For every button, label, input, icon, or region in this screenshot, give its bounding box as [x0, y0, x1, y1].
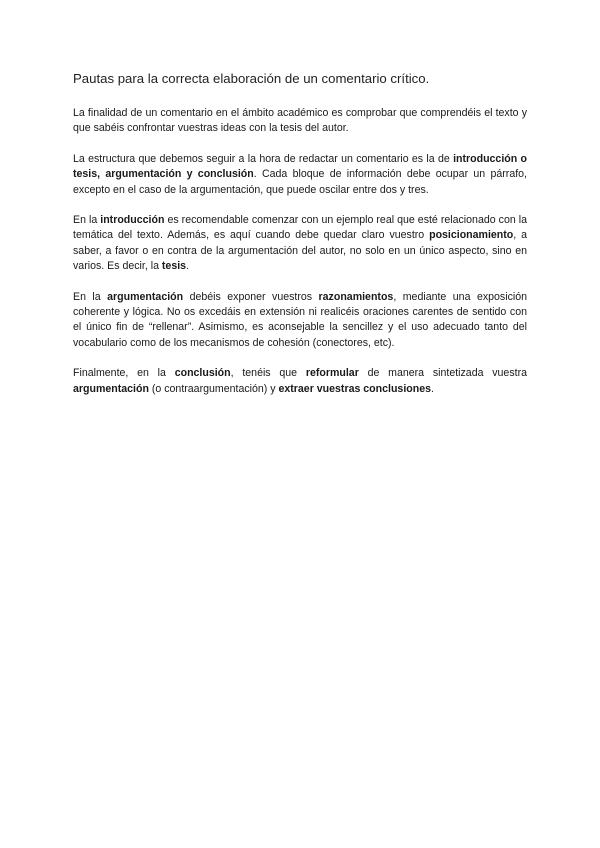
text-run: Finalmente, en la [73, 367, 175, 380]
bold-text: conclusión [174, 367, 231, 380]
text-run: , tenéis que [230, 367, 306, 380]
paragraph [73, 366, 527, 397]
bold-text: razonamientos [318, 290, 394, 303]
paragraph-list [73, 106, 527, 397]
bold-text: introducción [100, 214, 165, 227]
text-run: . [186, 260, 190, 273]
bold-text: posicionamiento [429, 229, 514, 242]
text-run: . [431, 382, 434, 395]
text-run: La estructura que debemos seguir a la hora de redactar un comentario es la de [73, 152, 454, 165]
paragraph [73, 106, 527, 137]
document-body [73, 71, 527, 412]
text-run: debéis exponer vuestros [183, 290, 319, 303]
text-run: La finalidad de un comentario en el ámbito académico es comprobar que comprendéis el texto y que sabéis confrontar vuestras ideas con la tesis del autor. [73, 107, 527, 135]
bold-text: tesis [161, 260, 187, 273]
bold-text: reformular [305, 367, 359, 380]
bold-text: introducción o tesis, argumentación y conclusión [73, 152, 527, 181]
text-run: , a saber, a favor o en contra de la argumentación del autor, no solo en un único aspecto, sino en varios. Es decir, la [73, 229, 528, 273]
text-run: En la [73, 290, 108, 303]
paragraph [73, 290, 527, 352]
bold-text: argumentación [73, 382, 149, 395]
text-run: (o contraargumentación) y [148, 382, 279, 395]
bold-text: argumentación [107, 290, 184, 303]
text-run: , mediante una exposición coherente y lógica. No os excedáis en extensión ni realicéis oraciones carentes de sentido con el único fin de “rellenar”. Asimismo, es aconsejable la sencillez y el uso adecuado tanto del vocabulario como de los mecanismos de cohesión (conectores, etc). [73, 290, 527, 349]
text-run: es recomendable comenzar con un ejemplo real que esté relacionado con la temática del texto. Además, es aquí cuando debe quedar claro vuestro [73, 214, 527, 242]
text-run: . Cada bloque de información debe ocupar un párrafo, excepto en el caso de la argumentación, que puede oscilar entre dos y tres. [73, 168, 527, 196]
bold-text: extraer vuestras conclusiones [278, 382, 431, 395]
text-run: de manera sintetizada vuestra [358, 367, 527, 380]
paragraph [73, 213, 527, 275]
document-title: Pautas para la correcta elaboración de un comentario crítico. [73, 71, 430, 86]
paragraph [73, 152, 527, 198]
text-run: En la [73, 214, 101, 227]
